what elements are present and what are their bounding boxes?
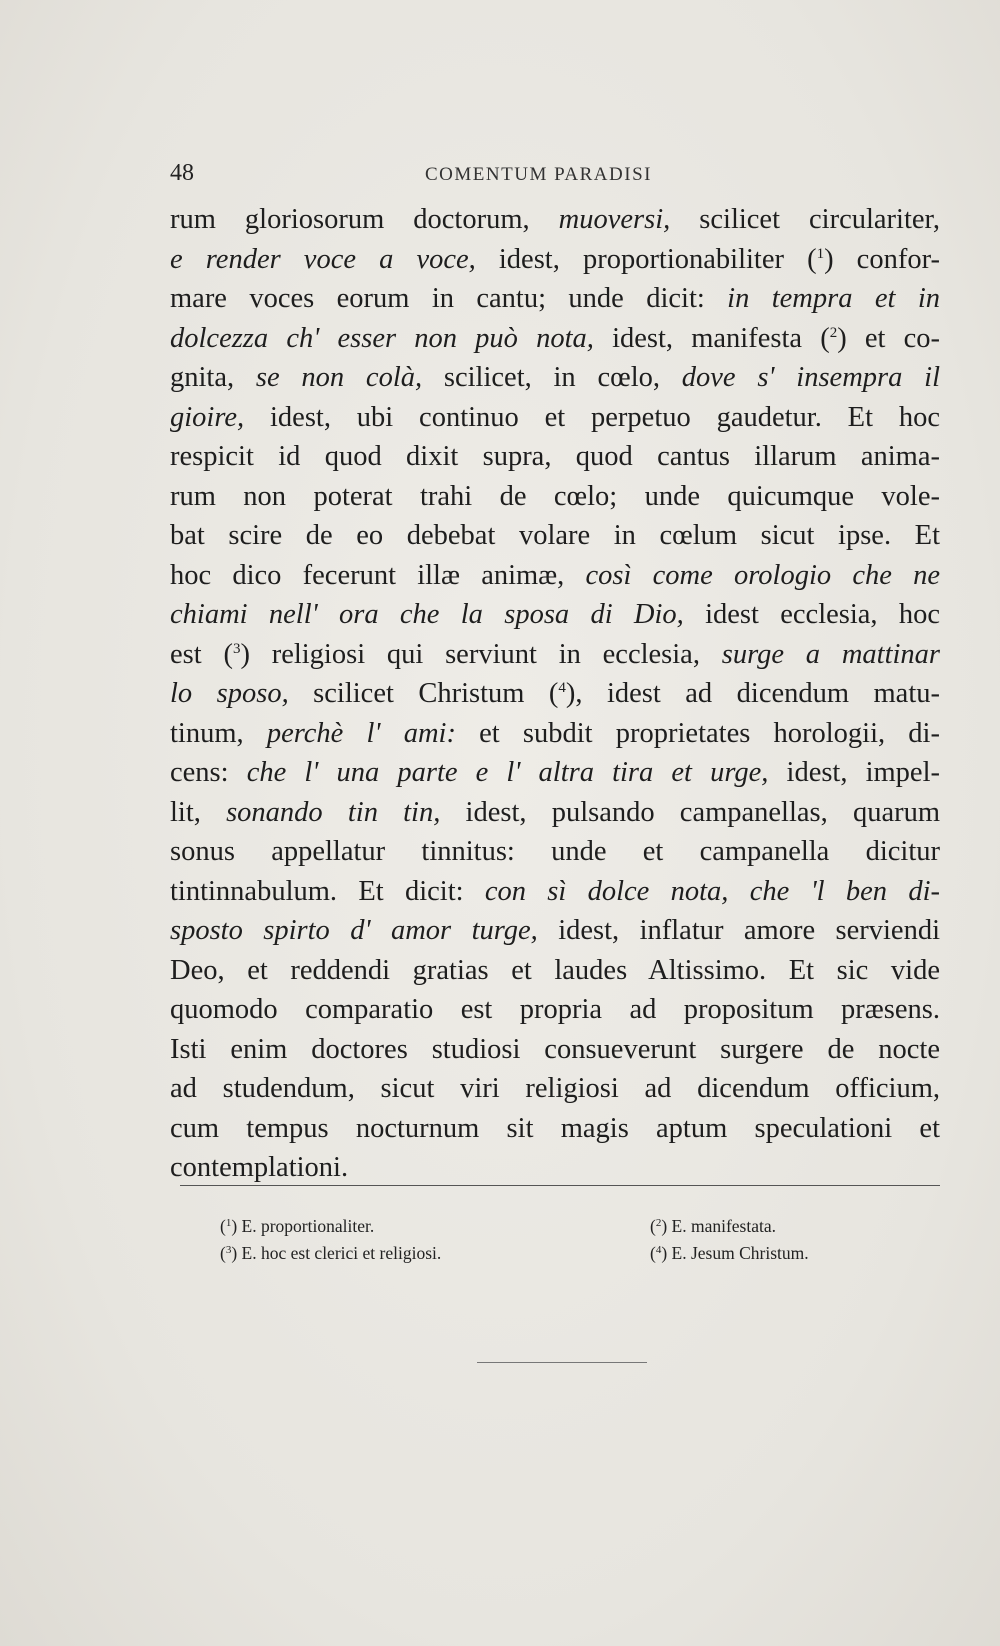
text-line: chiami nell' ora che la sposa di Dio, idest ecclesia, hoc: [170, 599, 940, 630]
page-header: [170, 160, 940, 192]
text-line: rum non poterat trahi de cœlo; unde quicumque vole-: [170, 480, 940, 512]
end-rule: [477, 1362, 647, 1363]
text-line: sposto spirto d' amor turge, idest, inflatur amore serviendi: [170, 915, 940, 946]
text-line: est ($^3$) religiosi qui serviunt in ecclesia, surge a mattinar: [170, 638, 940, 670]
footnote-4: ($^4$) E. Jesum Christum.: [650, 1243, 809, 1263]
text-line: rum gloriosorum doctorum, muoversi, scilicet circulariter,: [170, 204, 940, 235]
text-line: bat scire de eo debebat volare in cœlum sicut ipse. Et: [170, 520, 940, 551]
text-line: gioire, idest, ubi continuo et perpetuo gaudetur. Et hoc: [170, 401, 940, 433]
footnote-ref: 4: [558, 680, 566, 696]
footnote-row: [220, 1240, 880, 1267]
footnote-row: [220, 1213, 880, 1240]
footnote-3: ($^3$) E. hoc est clerici et religiosi.: [220, 1243, 442, 1263]
text-line: tintinnabulum. Et dicit: con sì dolce nota, che 'l ben di-: [170, 875, 940, 907]
text-line: contemplationi.: [170, 1152, 349, 1183]
footnote-1: ($^1$) E. proportionaliter.: [220, 1216, 375, 1236]
text-line: hoc dico fecerunt illæ animæ, così come orologio che ne: [170, 559, 941, 591]
text-line: cum tempus nocturnum sit magis aptum speculationi et: [170, 1112, 940, 1144]
running-title: COMENTUM PARADISI: [425, 164, 652, 185]
text-line: lit, sonando tin tin, idest, pulsando campanellas, quarum: [170, 796, 941, 828]
text-line: ad studendum, sicut viri religiosi ad dicendum officium,: [170, 1073, 940, 1104]
text-line: dolcezza ch' esser non può nota, idest, manifesta ($^2$) et co-: [170, 322, 941, 354]
footnote-2: ($^2$) E. manifestata.: [650, 1216, 777, 1236]
text-line: mare voces eorum in cantu; unde dicit: in tempra et in: [170, 283, 940, 314]
text-line: Isti enim doctores studiosi consueverunt surgere de nocte: [170, 1033, 940, 1065]
text-line: quomodo comparatio est propria ad propositum præsens.: [170, 994, 940, 1025]
footnotes: [220, 1213, 880, 1267]
text-line: e render voce a voce, idest, proportionabiliter ($^1$) confor-: [170, 243, 940, 275]
text-line: Deo, et reddendi gratias et laudes Altissimo. Et sic vide: [170, 954, 940, 986]
footnote-ref: 2: [829, 324, 838, 341]
footnote-divider: [180, 1185, 940, 1186]
text-line: gnita, se non colà, scilicet, in cœlo, dove s' insempra il: [170, 362, 940, 393]
body-text: [170, 200, 940, 1188]
text-line: respicit id quod dixit supra, quod cantus illarum anima-: [170, 441, 940, 472]
page-number: 48: [170, 160, 194, 186]
footnote-ref: 1: [816, 245, 825, 262]
text-line: lo sposo, scilicet Christum ($^4$), idest ad dicendum matu-: [170, 678, 940, 709]
text-line: sonus appellatur tinnitus: unde et campanella dicitur: [170, 836, 940, 867]
text-line: tinum, perchè l' ami: et subdit proprietates horologii, di-: [170, 717, 940, 749]
footnote-ref: 3: [232, 640, 241, 657]
text-line: cens: che l' una parte e l' altra tira et urge, idest, impel-: [170, 757, 940, 788]
